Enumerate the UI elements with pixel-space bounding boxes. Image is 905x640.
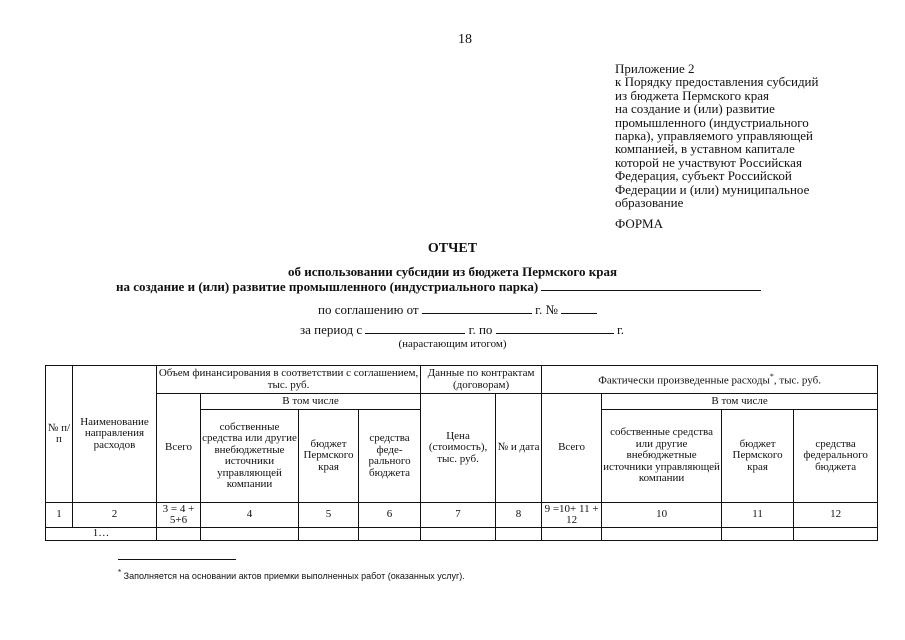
- header-perm-budget-actual: бюджет Пермского края: [722, 410, 794, 503]
- column-number: 3 = 4 + 5+6: [157, 503, 201, 528]
- report-subtitle-1: об использовании субсидии из бюджета Пермского края: [287, 264, 618, 279]
- column-number: 10: [602, 503, 722, 528]
- appendix-block: [615, 62, 885, 209]
- column-number: 11: [722, 503, 794, 528]
- header-own-funds: собственные средства или другие внебюджетные источники управляющей компании: [201, 410, 299, 503]
- period-suffix: г.: [616, 322, 625, 337]
- table-cell[interactable]: [359, 528, 421, 541]
- table-cell[interactable]: [421, 528, 496, 541]
- report-title: ОТЧЕТ: [427, 241, 478, 256]
- header-total: Всего: [157, 394, 201, 503]
- agreement-mid: г. №: [535, 302, 558, 317]
- agreement-number-blank[interactable]: [561, 301, 597, 314]
- header-perm-budget: бюджет Пермского края: [299, 410, 359, 503]
- table-row: [46, 528, 878, 541]
- column-number: 8: [496, 503, 542, 528]
- report-subtitle-2: [116, 278, 761, 295]
- table-cell[interactable]: [299, 528, 359, 541]
- appendix-line: Приложение 2: [615, 61, 695, 76]
- column-number: 5: [299, 503, 359, 528]
- report-table: [45, 365, 878, 541]
- footnote: [118, 568, 465, 581]
- footnote-divider: [118, 559, 236, 560]
- column-number: 2: [73, 503, 157, 528]
- park-name-blank[interactable]: [541, 278, 761, 291]
- header-federal-budget: средства феде-рального бюджета: [359, 410, 421, 503]
- report-subtitle-2-text: на создание и (или) развитие промышленного (индустриального парка): [116, 279, 539, 294]
- appendix-line: компанией, в уставном капитале: [615, 141, 795, 157]
- appendix-line: из бюджета Пермского края: [615, 87, 770, 103]
- period-line: [300, 321, 624, 338]
- header-actual-unit: , тыс. руб.: [773, 375, 821, 388]
- header-financing-group: Объем финансирования в соответствии с соглашением, тыс. руб.: [157, 366, 421, 394]
- appendix-line: парка), управляемого управляющей: [615, 128, 813, 144]
- header-own-funds-actual: собственные средства или другие внебюджетные источники управляющей компании: [602, 410, 722, 503]
- header-actual-group: [542, 366, 878, 394]
- table-cell[interactable]: [722, 528, 794, 541]
- appendix-line: на создание и (или) развитие: [615, 101, 775, 117]
- form-label: ФОРМА: [615, 216, 663, 231]
- footnote-text: Заполняется на основании актов приемки выполненных работ (оказанных услуг).: [123, 571, 465, 581]
- footnote-mark: *: [769, 372, 774, 382]
- table-cell[interactable]: [542, 528, 602, 541]
- column-number: 9 =10+ 11 + 12: [542, 503, 602, 528]
- period-to-blank[interactable]: [496, 321, 614, 334]
- column-number: 7: [421, 503, 496, 528]
- header-incl-actual: В том числе: [602, 394, 878, 410]
- period-prefix: за период с: [300, 322, 363, 337]
- page-number: 18: [458, 32, 472, 47]
- table-cell[interactable]: [201, 528, 299, 541]
- column-numbers-row: [46, 503, 878, 528]
- appendix-line: образование: [615, 195, 684, 211]
- header-incl: В том числе: [201, 394, 421, 410]
- header-name: Наименование направления расходов: [73, 366, 157, 503]
- appendix-line: которой не участвуют Российская: [615, 154, 802, 170]
- agreement-date-blank[interactable]: [422, 301, 532, 314]
- cumulative-note: (нарастающим итогом): [398, 338, 507, 350]
- header-actual-text: Фактически произведенные расходы: [598, 375, 770, 388]
- table-cell[interactable]: [794, 528, 878, 541]
- column-number: 4: [201, 503, 299, 528]
- header-federal-budget-actual: средства федерального бюджета: [794, 410, 878, 503]
- header-price: Цена (стоимость), тыс. руб.: [421, 394, 496, 503]
- appendix-line: Федерации и (или) муниципальное: [615, 181, 810, 197]
- column-number: 12: [794, 503, 878, 528]
- header-contracts-group: Данные по контрактам (договорам): [421, 366, 542, 394]
- footnote-mark: *: [118, 568, 122, 577]
- agreement-line: [318, 301, 597, 318]
- column-number: 6: [359, 503, 421, 528]
- header-no-date: № и дата: [496, 394, 542, 503]
- agreement-prefix: по соглашению от: [318, 302, 419, 317]
- appendix-line: Федерация, субъект Российской: [615, 168, 792, 184]
- header-total-actual: Всего: [542, 394, 602, 503]
- table-cell[interactable]: [602, 528, 722, 541]
- table-cell[interactable]: [157, 528, 201, 541]
- table-cell-first[interactable]: 1…: [46, 528, 157, 541]
- column-number: 1: [46, 503, 73, 528]
- appendix-line: к Порядку предоставления субсидий: [615, 74, 819, 90]
- table-cell[interactable]: [496, 528, 542, 541]
- period-from-blank[interactable]: [365, 321, 465, 334]
- period-mid: г. по: [468, 322, 493, 337]
- appendix-line: промышленного (индустриального: [615, 114, 809, 130]
- header-number: № п/п: [46, 366, 73, 503]
